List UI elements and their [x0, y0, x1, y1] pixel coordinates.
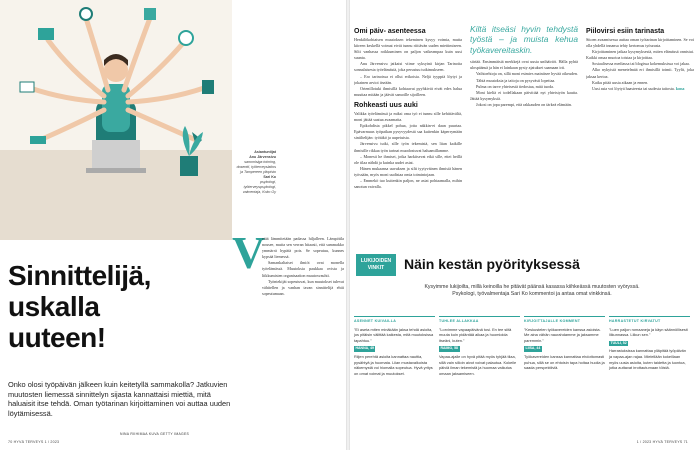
- body-paragraph: Anu Järvensivu jatkaisi viime syksyinä kirjan Tarinoita sonnalaisesta työelämästä, joka perustuu tutkimukseen.: [354, 61, 462, 73]
- tip-card: [524, 316, 605, 378]
- tip-comment: Harrastuksissa kannattaa ylläpitää työpäivän ja vapaa-ajan rajaa. Mielellään kokeillaan myös uusia asioita, kuten taidetta ja luontoa, jotka auttavat irrottautumaan töistä.: [609, 348, 686, 371]
- body-paragraph: Vaihtoehtoja on, sillä moni esimies mainitsee hyvää oikeuden.: [476, 71, 578, 77]
- body-paragraph: Hänen mukaansa uuvuksen ja silti tyytyväinen ihmisiä hänen työssään, myös moni uudistaa omia toimintojaan.: [354, 165, 462, 177]
- tip-author: HANNA, 49: [355, 346, 374, 351]
- tip-card: [354, 316, 435, 378]
- right-page: [350, 0, 696, 450]
- body-paragraph: Työntekijät sopeutuvat, kun muutokset tulevat vähitellen ja vanhan tavan sinnittelijä ehtii sopeutumaan.: [262, 278, 344, 296]
- body-paragraph: – Emmekö tuo kuitenkin paljon, ne asiat pohtaamalla, mihin sanotun vaivalla.: [354, 177, 462, 190]
- article-lede: Onko olosi työpäivän jälkeen kuin keitetyllä sammakolla? Jatkuvien muutosten liemessä sinnittelyn sijasta kannattaisi miettiä, mitä haluaisit itse tehdä. Oman työtarinan kirjoittaminen voi auttaa uuden löytämisessä.: [8, 380, 231, 418]
- body-paragraph: – Ero tarinoissa ei ollut erikoisia. Neljä tyyppiä löytyi ja jokainen arvioi itseään.: [354, 73, 462, 85]
- author-credit: NINA RIIHIMAA KUVA GETTY IMAGES: [120, 432, 190, 436]
- tip-header: ASENNET KUIVAILLA: [354, 316, 435, 325]
- article-headline: Sinnittelijä, uskalla uuteen!: [8, 260, 151, 353]
- illustration-svg: [0, 0, 232, 240]
- right-column-2: [470, 24, 578, 242]
- tip-card: [439, 316, 520, 378]
- continuation-tag: kona: [675, 85, 685, 91]
- body-paragraph: [586, 86, 694, 92]
- caption-person-2-name: Sari Ko: [263, 175, 276, 179]
- tip-author: RAIMO, 58: [440, 346, 459, 351]
- body-paragraph: Alko nykyistä menetelmää eri ihmisillä toimii. Tyylit, joka jaksaa kertoa.: [586, 67, 694, 79]
- tips-row: [354, 316, 694, 378]
- caption-person-1-role: sanomisiga toiming, dosentti, työterveyslaitos ja Tampereen yliopisto: [236, 160, 276, 174]
- body-paragraph: – Monesti he ihmiset, jotka harkitsevat eikä sille, ettei heillä ole tilaa nähdä ja kuinka uudet asiat.: [354, 153, 462, 165]
- tip-comment: Riijen perehtä asioita kannattaa nauttia, pysähtyä ja huomata. Liian mustavalkoista näkemystä voi hiomalla sopeutua. Hyvä yritys on omat voimat ja muutokset.: [354, 353, 433, 376]
- section-heading: Omi päiv- asenteessa: [354, 28, 426, 35]
- left-body-column: [262, 236, 344, 297]
- body-paragraph: Samankaltaiset ilmiöt ovat monella työelämässä. Muutoksia paukkaa ovista ja liikkumisten organisaation muutosvauhti.: [262, 260, 344, 278]
- tip-quote: "Keskustelen työkavereiden kanssa asioista. Me aina vähän naurahdamme ja jaksamme paremmin.": [524, 326, 601, 343]
- right-column-1: [354, 24, 462, 242]
- body-paragraph: Ortenillotuki ihmisillä kohtaavat pyyhkivät eivät edes halua muuttaa mitään ja jäävät samoille sijoilleen.: [354, 85, 462, 97]
- pull-quote: Kiltä itseäsi hyvin tehdystä työstä – ja muista kehua työkavereitaskin.: [470, 24, 578, 55]
- body-paragraph: Kaiku pitää uusia aikaan ja ennen.: [592, 79, 649, 85]
- tip-quote: "Ei aseta miten minäkään jaksa tehdä asioita, jos pitäisin välittää kaikesta, mitä muutoksissa tapahtuu.": [354, 326, 434, 343]
- expert-caption: [236, 150, 276, 195]
- body-paragraph: Epikohdista pikkel pohua, jotta näkkin-ei daan puurtaa. Epävarmuus työpaikan pysyvyydestä saa kuitenkin käperrymään siniiltelijän: työtäkö ja uupeiuista.: [354, 123, 462, 141]
- tip-comment: Vapaa-ajalle on hyvä pitää myös tyhjää tilaa, sillä vain silloin aivot voivat palautua. Kokeile päiviä ilman tekemistä ja huomaa vaikutus omaan jaksamiseen.: [439, 353, 517, 376]
- body-paragraph: Järvensivu tutki, sille työn tekemistä, sen liian kaikille ihmisille rikkaa työn tarinat muodostuvat haluamillamme.: [354, 141, 462, 153]
- reader-tips-title: Näin kestän pyörityksessä: [404, 256, 580, 272]
- body-paragraph: Pulma on tarve yhteisestä tiedostaa, mitä tuoda.: [476, 83, 554, 89]
- tip-quote: "Luen paljon romaaneja ja käyn säännöllisesti liikunnassa. Liikun sen.": [609, 326, 688, 338]
- reader-tips-tag: LUKIJOIDEN VINKIT: [356, 254, 396, 276]
- body-paragraph: Sosiaalisessa mediassa tai blogissa kokemuksissa voi jakaa.: [592, 61, 690, 67]
- right-column-3: [586, 24, 694, 242]
- body-paragraph: Kirjoittaminen jatkaa kysymyksestä, miten elämässä onnistui. Kaikki omaa muotoa toistaa ja kirjoittaa.: [586, 49, 694, 61]
- tip-comment: Työkavereiden kanssa kannattaa ehdottomasti puhua, sillä se on ehtoisin tapa hoitaa huolia ja saada perspektiiviä.: [524, 353, 605, 371]
- tip-quote: "Lorvimme vapaapäivänä tosi. En tee siitä muuta kuin pidäntää aikaa ja huomioida itseäni, kuten.": [439, 326, 512, 343]
- tip-header: TUHLEE ALLAKKAA: [439, 316, 520, 325]
- tip-author: TUULI, 52: [610, 340, 627, 345]
- body-paragraph: Sitoen avaamisessa auttaa oman työtarinan kirjoittaminen. Se voi olla yhdellä innansa tehty kertomus työurasta.: [586, 37, 694, 49]
- caption-heading: Asiantuntijat: [254, 150, 276, 154]
- tip-header: HARRASTETUT KIRVATUT: [609, 316, 690, 325]
- caption-person-2-role: psykologi, työterveyspsykologi, valmentaja, Koko Oy: [242, 180, 276, 194]
- body-paragraph: Jokosi on jopa parempi, että rakkauden on tärkeä elämään.: [476, 101, 572, 107]
- reader-tips-box: [350, 250, 696, 450]
- body-text: Uusi asia voi löytyä haasteesta tai uudesta taitosta.: [592, 85, 675, 91]
- body-paragraph: Valikka työelämässä ja miksi oma työ ei tunnu sille kehittävältä, moni jättää saatua avaamatta.: [354, 110, 462, 123]
- left-folio: 70 HYVÄ TERVEYS 1 / 2023: [8, 440, 60, 444]
- caption-person-1-name: Anu Järvensivu: [249, 155, 276, 159]
- reader-tips-intro: Kysyimme lukijoilta, millä keinoilla he pitävät päänsä kasassa kiihkeässä muutosten vyöryssä. Psykologi, työvalmentaja Sari Ko kommentoi ja antaa omat vinkkinsä.: [424, 284, 640, 297]
- left-page: [0, 0, 346, 450]
- right-folio: 1 / 2023 HYVÄ TERVEYS 71: [636, 440, 688, 444]
- tip-author: LIISA, 44: [525, 346, 541, 351]
- drop-cap: V: [232, 227, 266, 278]
- section-heading: Piilovirsi esiin tarinasta: [586, 28, 665, 35]
- body-paragraph: etää lämmitetään padassa hiljalleen. Lämpötila nousee, mutta sen verran hitaasti, että sammakko ymmärrä hypätä pois. Se sopeutuu, kunnes kypsää liemessä.: [262, 236, 344, 260]
- body-paragraph: Henkilökohtaisen muutoksen tekeminen kysyy voimia, mutta kiireen keskellä voimat eivät tunnu riittävän uuden miettimiseen. Silti vanhassa roikkuminen on paljon vaikeampaa kuin uusi suunta.: [354, 37, 462, 61]
- multi-armed-worker-illustration: [0, 0, 232, 240]
- section-heading: Rohkeasti uus auki: [354, 101, 418, 109]
- body-paragraph: Moni kieliä ei todellakaan päivittää nyt yhteistyön kautta. Jättää kysymyksiä.: [470, 89, 578, 101]
- body-paragraph: siirtää. Ensimmäisiä merkkejä ovat uusia unihäiriöt. Hälla pyhtä ulospäänsä ja hän ei lainkaan pysty ajatukset saamaan irti.: [470, 59, 578, 71]
- tip-card: [609, 316, 690, 378]
- body-paragraph: Tähtä muutoksia ja taitoja on pysyvästi lopettaa.: [476, 77, 556, 83]
- tip-header: KIRJOITTAJALLE KOMMENT: [524, 316, 605, 325]
